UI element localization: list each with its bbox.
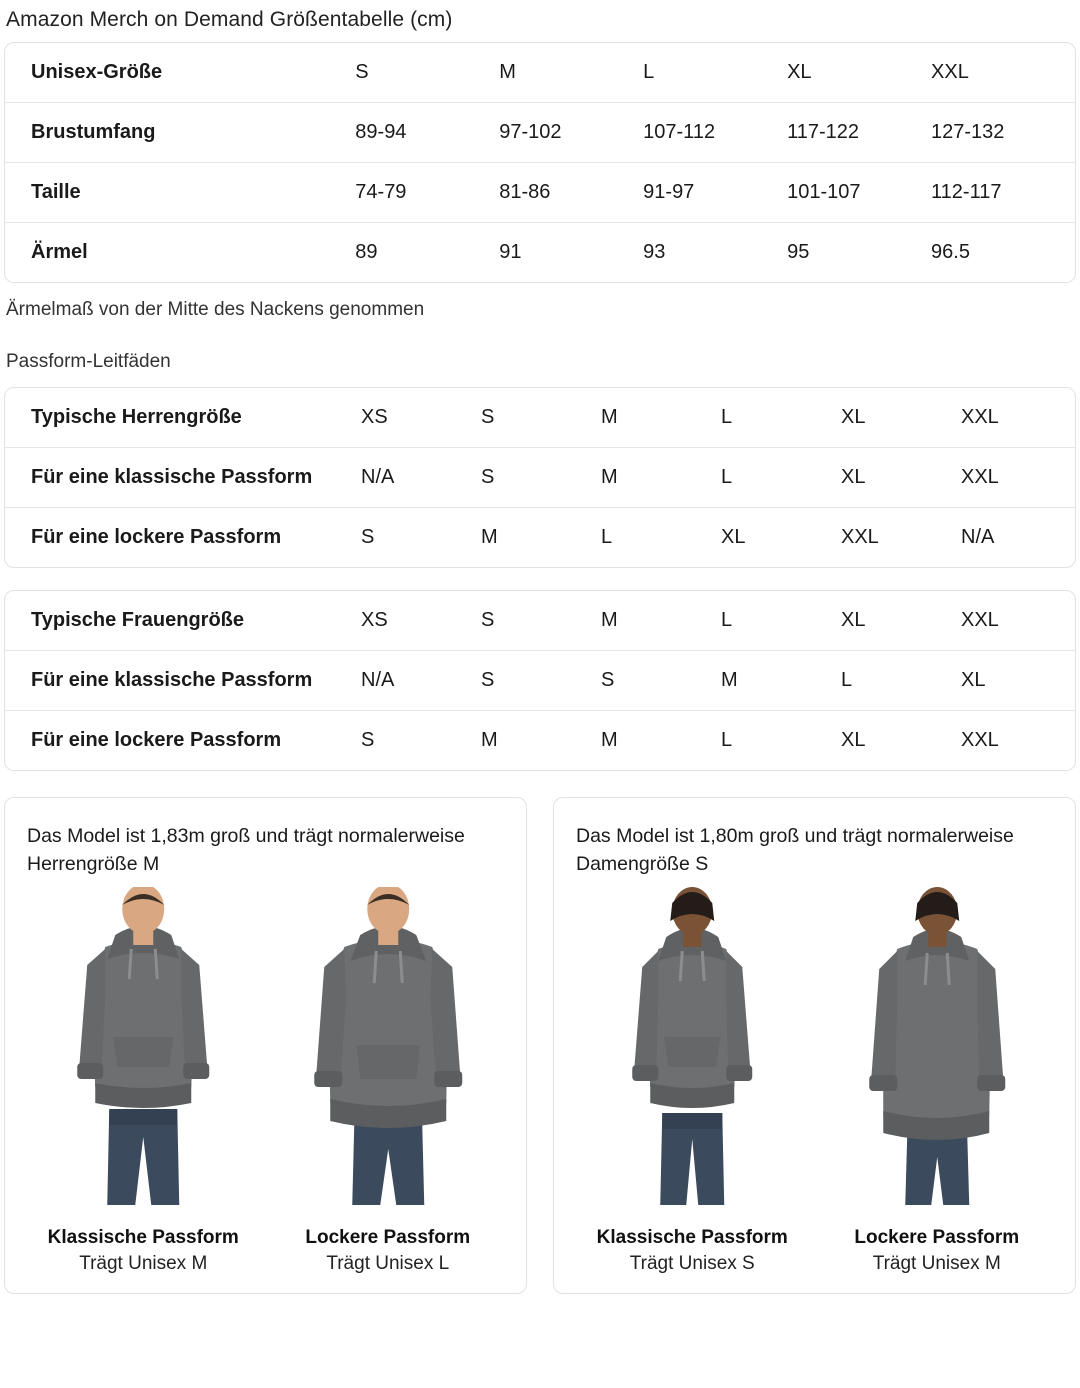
page-title: Amazon Merch on Demand Größentabelle (cm)	[6, 8, 453, 31]
cell: XS	[361, 609, 388, 631]
women-fit-card	[4, 590, 1076, 771]
cell: 101-107	[787, 163, 931, 223]
row-label: Typische Herrengröße	[31, 406, 242, 428]
table-row	[5, 711, 1076, 771]
table-row	[5, 43, 1075, 103]
figure-group	[27, 887, 504, 1275]
figure-title: Klassische Passform	[47, 1226, 239, 1248]
figure-subtitle: Trägt Unisex M	[872, 1252, 1001, 1274]
figure-subtitle: Trägt Unisex S	[629, 1252, 755, 1274]
cell: XL	[841, 406, 866, 428]
figure-male-loose	[272, 887, 505, 1275]
table-row	[5, 103, 1075, 163]
table-gap	[0, 568, 1080, 590]
cell: 89	[355, 223, 499, 283]
cell: 112-117	[931, 163, 1075, 223]
cell: 95	[787, 223, 931, 283]
men-fit-table	[5, 388, 1076, 567]
fit-guides-heading: Passform-Leitfäden	[6, 351, 171, 372]
figure-title: Lockere Passform	[305, 1226, 471, 1248]
table-row	[5, 163, 1075, 223]
unisex-size-card	[4, 42, 1076, 283]
cell: 89-94	[355, 103, 499, 163]
row-label: Für eine lockere Passform	[5, 508, 361, 568]
cell: L	[721, 406, 733, 428]
cell: S	[355, 61, 369, 83]
male-classic-fit-photo	[27, 887, 260, 1217]
cell: M	[601, 609, 618, 631]
model-caption: Das Model ist 1,80m groß und trägt normalerweise Damengröße S	[576, 825, 1014, 876]
cell: M	[481, 711, 601, 771]
table-row	[5, 591, 1076, 651]
cell: M	[721, 651, 841, 711]
cell: XL	[721, 508, 841, 568]
figure-title: Lockere Passform	[854, 1226, 1020, 1248]
row-label: Brustumfang	[5, 103, 355, 163]
cell: 127-132	[931, 103, 1075, 163]
figure-title: Klassische Passform	[596, 1226, 788, 1248]
male-model-card	[4, 797, 527, 1294]
cell: 91	[499, 223, 643, 283]
cell: M	[601, 406, 618, 428]
cell: XL	[961, 651, 1076, 711]
female-model-card	[553, 797, 1076, 1294]
cell: 107-112	[643, 103, 787, 163]
cell: 74-79	[355, 163, 499, 223]
cell: 91-97	[643, 163, 787, 223]
cell: 96.5	[931, 223, 1075, 283]
table-row	[5, 223, 1075, 283]
cell: S	[481, 448, 601, 508]
female-loose-fit-photo	[821, 887, 1054, 1217]
cell: L	[721, 609, 733, 631]
cell: S	[481, 651, 601, 711]
row-label: Für eine klassische Passform	[5, 651, 361, 711]
cell: S	[361, 508, 481, 568]
figure-group	[576, 887, 1053, 1275]
row-label: Taille	[5, 163, 355, 223]
table-row	[5, 508, 1076, 568]
cell: N/A	[361, 651, 481, 711]
cell: XL	[787, 61, 812, 83]
table-row	[5, 651, 1076, 711]
unisex-size-table	[5, 43, 1075, 282]
row-label: Ärmel	[5, 223, 355, 283]
cell: L	[643, 61, 655, 83]
cell: M	[601, 448, 721, 508]
cell: XXL	[961, 609, 999, 631]
figure-subtitle: Trägt Unisex L	[326, 1252, 450, 1274]
male-loose-fit-photo	[272, 887, 505, 1217]
cell: L	[841, 651, 961, 711]
row-label: Unisex-Größe	[31, 61, 163, 83]
cell: 81-86	[499, 163, 643, 223]
cell: 97-102	[499, 103, 643, 163]
sleeve-measure-note: Ärmelmaß von der Mitte des Nackens genommen	[6, 299, 425, 320]
row-label: Für eine klassische Passform	[5, 448, 361, 508]
figure-subtitle: Trägt Unisex M	[79, 1252, 208, 1274]
cell: M	[601, 711, 721, 771]
cell: XL	[841, 711, 961, 771]
figure-female-classic	[576, 887, 809, 1275]
cell: S	[601, 651, 721, 711]
cell: S	[481, 609, 495, 631]
cell: S	[481, 406, 495, 428]
female-classic-fit-photo	[576, 887, 809, 1217]
table-row	[5, 388, 1076, 448]
cell: XXL	[931, 61, 969, 83]
cell: XXL	[841, 508, 961, 568]
cell: XXL	[961, 448, 1076, 508]
cell: M	[499, 61, 516, 83]
men-fit-card	[4, 387, 1076, 568]
cell: XL	[841, 448, 961, 508]
cell: XS	[361, 406, 388, 428]
row-label: Für eine lockere Passform	[5, 711, 361, 771]
cell: XXL	[961, 711, 1076, 771]
model-cards-row	[4, 797, 1076, 1294]
cell: N/A	[961, 508, 1076, 568]
table-row	[5, 448, 1076, 508]
cell: 117-122	[787, 103, 931, 163]
cell: L	[601, 508, 721, 568]
cell: S	[361, 711, 481, 771]
cell: L	[721, 711, 841, 771]
women-fit-table	[5, 591, 1076, 770]
cell: XXL	[961, 406, 999, 428]
figure-female-loose	[821, 887, 1054, 1275]
row-label: Typische Frauengröße	[31, 609, 245, 631]
cell: M	[481, 508, 601, 568]
cell: XL	[841, 609, 866, 631]
cell: 93	[643, 223, 787, 283]
model-caption: Das Model ist 1,83m groß und trägt normalerweise Herrengröße M	[27, 825, 465, 876]
figure-male-classic	[27, 887, 260, 1275]
cell: L	[721, 448, 841, 508]
cell: N/A	[361, 448, 481, 508]
